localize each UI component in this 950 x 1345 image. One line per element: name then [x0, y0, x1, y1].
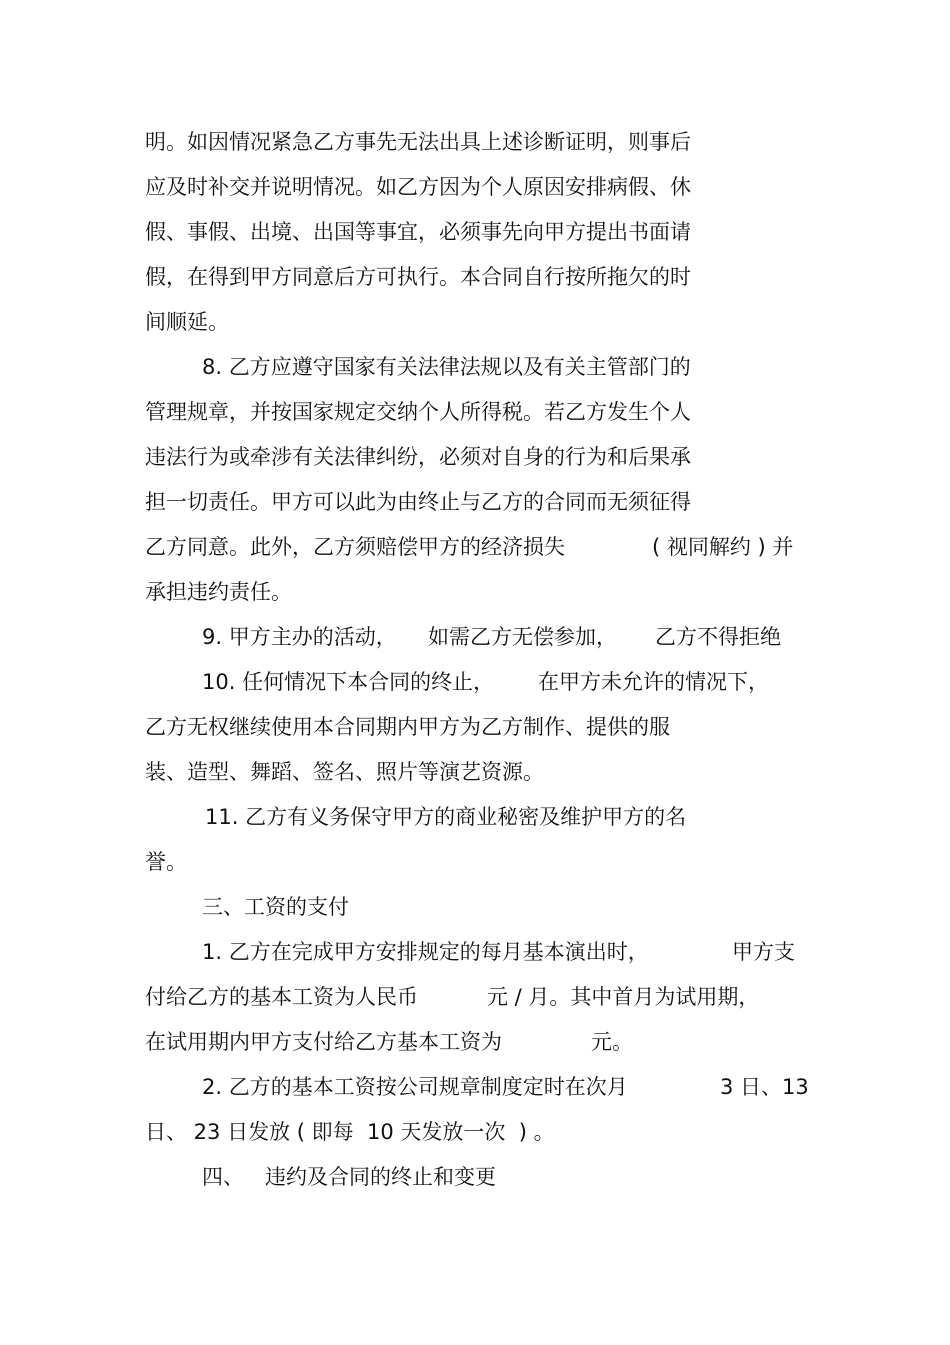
- text-segment: 在试用期内甲方支付给乙方基本工资为: [145, 1030, 502, 1054]
- text-segment: 在甲方未允许的情况下，: [538, 670, 769, 694]
- text-line: [0, 802, 687, 832]
- text-segment: 9. 甲方主办的活动，: [202, 625, 397, 649]
- text-segment: ( 视同解约 ) 并: [652, 535, 794, 559]
- text-segment: 元 / 月。其中首月为试用期，: [487, 985, 760, 1009]
- text-line: [0, 757, 544, 787]
- text-segment: 誉。: [145, 850, 187, 874]
- text-line: [0, 307, 229, 337]
- text-line: [0, 622, 781, 652]
- section-heading: [0, 1162, 496, 1192]
- text-segment: 乙方同意。此外，乙方须赔偿甲方的经济损失: [145, 535, 565, 559]
- text-line: [0, 397, 691, 427]
- text-segment: 8. 乙方应遵守国家有关法律法规以及有关主管部门的: [202, 355, 691, 379]
- text-segment: 10. 任何情况下本合同的终止，: [202, 670, 495, 694]
- text-segment: 2. 乙方的基本工资按公司规章制度定时在次月: [202, 1075, 628, 1099]
- text-segment: 管理规章，并按国家规定交纳个人所得税。若乙方发生个人: [145, 400, 691, 424]
- text-segment: 11. 乙方有义务保守甲方的商业秘密及维护甲方的名: [205, 805, 687, 829]
- text-line: [0, 487, 691, 517]
- text-segment: 1. 乙方在完成甲方安排规定的每月基本演出时，: [202, 940, 649, 964]
- text-segment: 乙方不得拒绝: [655, 625, 781, 649]
- text-segment: 假、事假、出境、出国等事宜，必须事先向甲方提出书面请: [145, 220, 691, 244]
- text-segment: 违法行为或牵涉有关法律纠纷，必须对自身的行为和后果承: [145, 445, 691, 469]
- text-segment: 担一切责任。甲方可以此为由终止与乙方的合同而无须征得: [145, 490, 691, 514]
- text-segment: 三、工资的支付: [202, 895, 349, 919]
- text-segment: 乙方无权继续使用本合同期内甲方为乙方制作、提供的服: [145, 715, 670, 739]
- text-line: [0, 352, 691, 382]
- text-line: [0, 217, 691, 247]
- text-line: [0, 982, 760, 1012]
- text-segment: 间顺延。: [145, 310, 229, 334]
- section-heading: [0, 892, 349, 922]
- text-line: [0, 127, 691, 157]
- text-line: [0, 1072, 809, 1102]
- text-segment: 装、造型、舞蹈、签名、照片等演艺资源。: [145, 760, 544, 784]
- text-line: [0, 937, 795, 967]
- text-segment: 元。: [591, 1030, 633, 1054]
- text-line: [0, 577, 292, 607]
- text-segment: 3 日、13: [720, 1075, 809, 1099]
- text-line: [0, 667, 769, 697]
- text-line: [0, 847, 187, 877]
- text-line: [0, 1117, 555, 1147]
- text-line: [0, 532, 794, 562]
- text-line: [0, 172, 691, 202]
- text-segment: 应及时补交并说明情况。如乙方因为个人原因安排病假、休: [145, 175, 691, 199]
- text-segment: 甲方支: [732, 940, 795, 964]
- text-line: [0, 442, 691, 472]
- text-segment: 假，在得到甲方同意后方可执行。本合同自行按所拖欠的时: [145, 265, 691, 289]
- text-segment: 付给乙方的基本工资为人民币: [145, 985, 418, 1009]
- text-line: [0, 712, 670, 742]
- text-segment: 四、: [202, 1165, 244, 1189]
- text-segment: 违约及合同的终止和变更: [265, 1165, 496, 1189]
- text-segment: 日、 23 日发放 ( 即每 10 天发放一次 ) 。: [145, 1120, 555, 1144]
- text-segment: 明。如因情况紧急乙方事先无法出具上述诊断证明，则事后: [145, 130, 691, 154]
- text-line: [0, 262, 691, 292]
- text-line: [0, 1027, 633, 1057]
- text-segment: 如需乙方无偿参加，: [428, 625, 617, 649]
- text-segment: 承担违约责任。: [145, 580, 292, 604]
